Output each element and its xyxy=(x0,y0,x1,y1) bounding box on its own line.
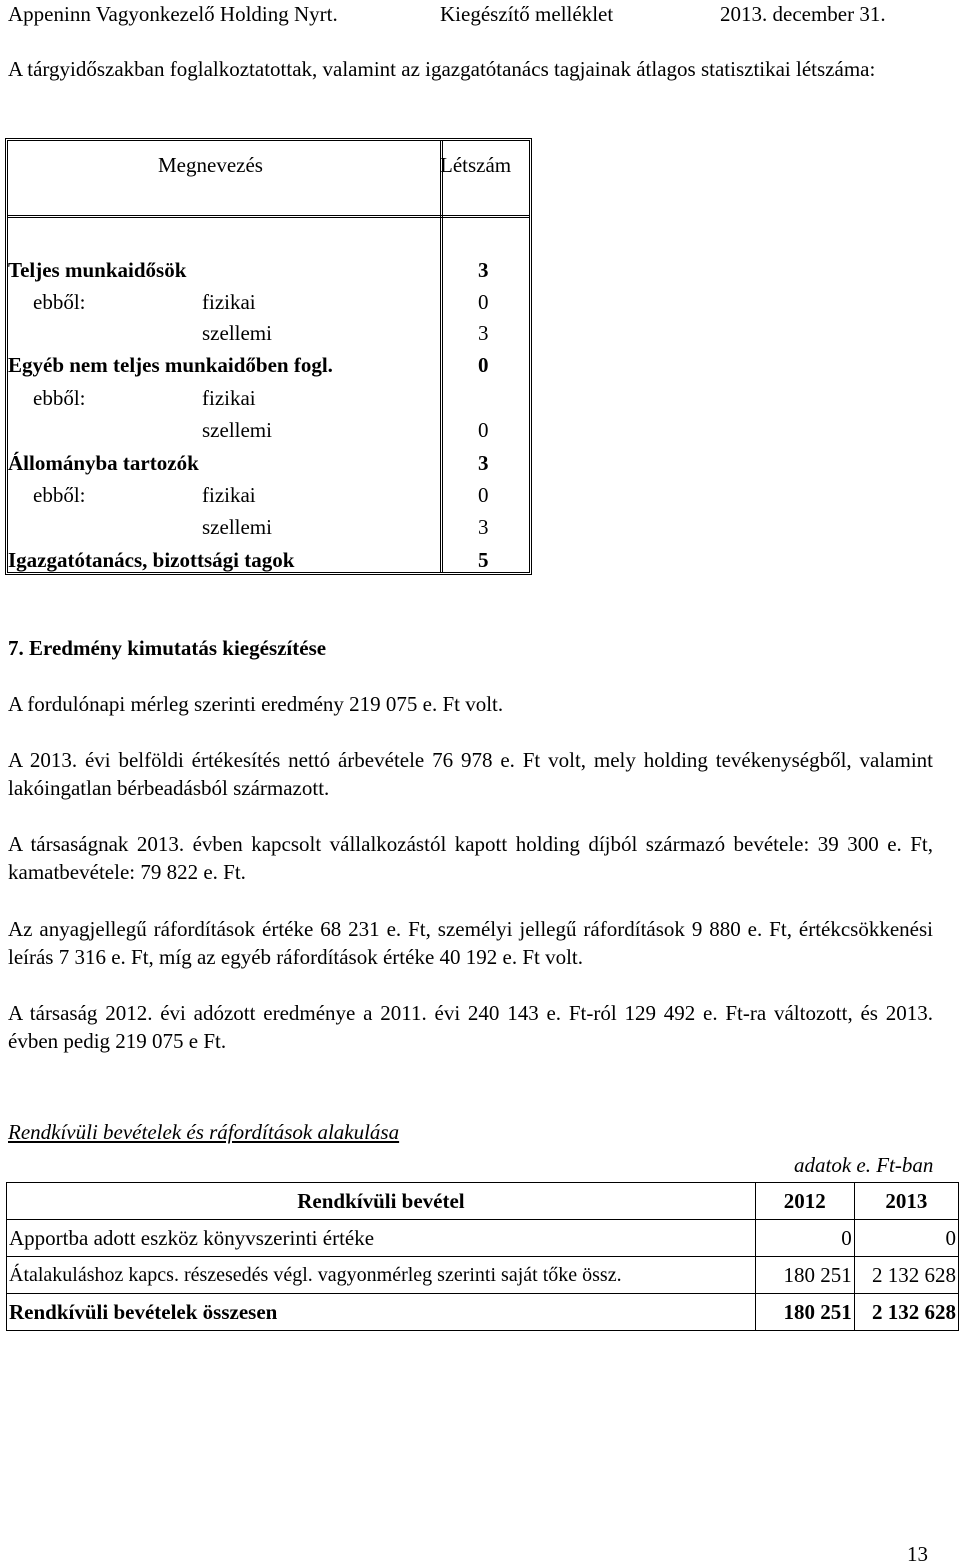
staff-row-sublabel: szellemi xyxy=(202,321,272,345)
staff-row-value: 3 xyxy=(478,321,489,345)
staff-row-label: Igazgatótanács, bizottsági tagok xyxy=(8,548,295,572)
table-header-row xyxy=(7,1183,959,1220)
header-company: Appeninn Vagyonkezelő Holding Nyrt. xyxy=(8,2,338,26)
table-cell: 0 xyxy=(755,1220,854,1257)
staff-row-label: Állományba tartozók xyxy=(8,451,199,475)
staff-row-label: ebből: xyxy=(33,483,86,507)
unit-note: adatok e. Ft-ban xyxy=(794,1153,934,1177)
header-cell: 2012 xyxy=(755,1183,854,1220)
paragraph: A 2013. évi belföldi értékesítés nettó árbevétele 76 978 e. Ft volt, mely holding tevékenységből, valamint lakóingatlan bérbeadásból származott. xyxy=(8,748,933,800)
staff-row-value: 0 xyxy=(478,418,489,442)
header-date: 2013. december 31. xyxy=(720,2,886,26)
table-cell: 180 251 xyxy=(755,1294,854,1331)
paragraph: A társaság 2012. évi adózott eredménye a 2011. évi 240 143 e. Ft-ról 129 492 e. Ft-ra változott, és 2013. évben pedig 219 075 e Ft. xyxy=(8,1001,933,1053)
table-row xyxy=(7,1220,959,1257)
staff-row-value: 5 xyxy=(478,548,489,572)
staff-row-label: ebből: xyxy=(33,290,86,314)
paragraph: A fordulónapi mérleg szerinti eredmény 219 075 e. Ft volt. xyxy=(8,692,504,716)
table-cell: Átalakuláshoz kapcs. részesedés végl. vagyonmérleg szerinti saját tőke össz. xyxy=(7,1257,756,1294)
staff-row-label: ebből: xyxy=(33,386,86,410)
table-cell: 2 132 628 xyxy=(854,1294,958,1331)
section-title: 7. Eredmény kimutatás kiegészítése xyxy=(8,636,327,660)
staff-row-value: 0 xyxy=(478,290,489,314)
income-heading: Rendkívüli bevételek és ráfordítások alakulása xyxy=(8,1120,400,1144)
staff-table xyxy=(5,138,532,575)
table-cell: Apportba adott eszköz könyvszerinti értéke xyxy=(7,1220,756,1257)
table-cell: Rendkívüli bevételek összesen xyxy=(7,1294,756,1331)
staff-row-label: Teljes munkaidősök xyxy=(8,258,187,282)
header-doc-title: Kiegészítő melléklet xyxy=(440,2,614,26)
paragraph: A társaságnak 2013. évben kapcsolt vállalkozástól kapott holding díjból származó bevétele: 39 300 e. Ft, kamatbevétele: 79 822 e. Ft. xyxy=(8,832,933,884)
staff-row-sublabel: szellemi xyxy=(202,418,272,442)
staff-row-sublabel: fizikai xyxy=(202,483,256,507)
staff-row-value: 3 xyxy=(478,451,489,475)
table-row xyxy=(7,1257,959,1294)
staff-row-sublabel: fizikai xyxy=(202,290,256,314)
staff-row-value: 3 xyxy=(478,515,489,539)
header-cell: 2013 xyxy=(854,1183,958,1220)
staff-row-sublabel: szellemi xyxy=(202,515,272,539)
staff-row-label: Egyéb nem teljes munkaidőben fogl. xyxy=(8,353,333,377)
staff-col-name-header: Megnevezés xyxy=(158,153,263,177)
table-cell: 180 251 xyxy=(755,1257,854,1294)
header-cell: Rendkívüli bevétel xyxy=(7,1183,756,1220)
intro-paragraph: A tárgyidőszakban foglalkoztatottak, valamint az igazgatótanács tagjainak átlagos statisztikai létszáma: xyxy=(8,57,876,81)
staff-row-value: 3 xyxy=(478,258,489,282)
staff-row-value: 0 xyxy=(478,483,489,507)
income-table xyxy=(6,1182,959,1331)
table-cell: 2 132 628 xyxy=(854,1257,958,1294)
staff-row-sublabel: fizikai xyxy=(202,386,256,410)
table-total-row xyxy=(7,1294,959,1331)
staff-col-count-header: Létszám xyxy=(440,153,512,177)
staff-row-value: 0 xyxy=(478,353,489,377)
paragraph: Az anyagjellegű ráfordítások értéke 68 231 e. Ft, személyi jellegű ráfordítások 9 880 e. Ft, értékcsökkenési leírás 7 316 e. Ft, míg az egyéb ráfordítások értéke 40 192 e. Ft volt. xyxy=(8,917,933,969)
page-number: 13 xyxy=(907,1542,928,1566)
table-cell: 0 xyxy=(854,1220,958,1257)
